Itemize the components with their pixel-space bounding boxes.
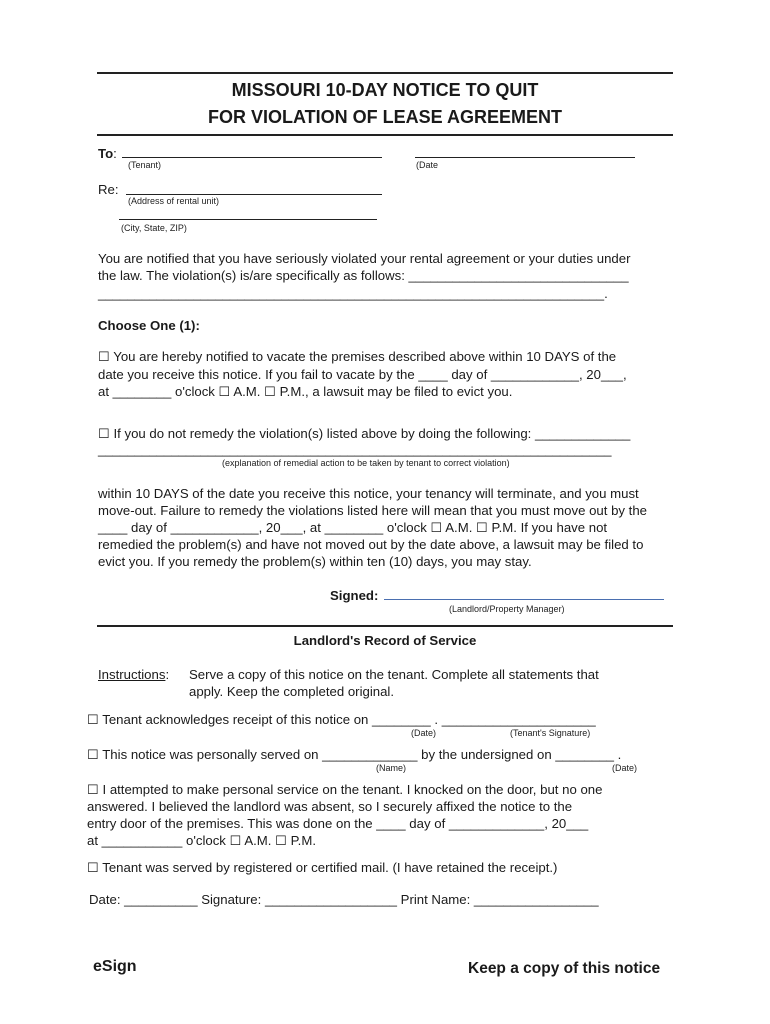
service-heading: Landlord's Record of Service <box>293 633 477 648</box>
option2-para-1: within 10 DAYS of the date you receive this notice, your tenancy will terminate, and you must <box>98 486 639 501</box>
personal-service-line[interactable]: ☐ This notice was personally served on _____________ by the undersigned on ________ . <box>87 747 622 762</box>
ack-line[interactable]: ☐ Tenant acknowledges receipt of this notice on ________ . _____________________ <box>87 712 596 727</box>
tenant-caption: (Tenant) <box>128 160 162 170</box>
to-label: To: <box>98 146 117 161</box>
title-line-1: MISSOURI 10-DAY NOTICE TO QUIT <box>231 80 539 100</box>
choose-one-heading: Choose One (1): <box>98 318 200 333</box>
personal-name-caption: (Name) <box>376 763 407 773</box>
instructions-label: Instructions: <box>98 667 170 682</box>
ack-signature-caption: (Tenant's Signature) <box>510 728 591 738</box>
attempt-line-2: answered. I believed the landlord was absent, so I securely affixed the notice to the <box>87 799 573 814</box>
personal-date-caption: (Date) <box>612 763 638 773</box>
attempt-line-1[interactable]: ☐ I attempted to make personal service on the tenant. I knocked on the door, but no one <box>87 782 603 797</box>
notice-line-2[interactable]: the law. The violation(s) is/are specifically as follows: ______________________________ <box>98 268 629 283</box>
signed-caption: (Landlord/Property Manager) <box>449 604 565 614</box>
option2-para-3[interactable]: ____ day of ____________, 20___, at ________ o'clock ☐ A.M. ☐ P.M. If you have not <box>98 520 608 535</box>
tenant-field[interactable] <box>122 157 382 158</box>
notice-line-3[interactable]: _____________________________________________________________________. <box>98 286 608 301</box>
title-line-2: FOR VIOLATION OF LEASE AGREEMENT <box>207 107 562 127</box>
notice-line-1: You are notified that you have seriously violated your rental agreement or your duties under <box>98 251 631 266</box>
option2-line-2[interactable]: ______________________________________________________________________ <box>98 442 612 457</box>
title-bottom-rule <box>97 134 673 136</box>
re-label: Re: <box>98 182 119 197</box>
option1-line-3[interactable]: at ________ o'clock ☐ A.M. ☐ P.M., a lawsuit may be filed to evict you. <box>98 384 513 399</box>
instructions-line-1: Serve a copy of this notice on the tenant. Complete all statements that <box>189 667 599 682</box>
signature-field[interactable] <box>384 599 664 600</box>
option1-line-2[interactable]: date you receive this notice. If you fail to vacate by the ____ day of ____________, 20___, <box>98 367 627 382</box>
remedy-caption: (explanation of remedial action to be taken by tenant to correct violation) <box>222 458 510 468</box>
esign-logo: eSign <box>93 958 137 975</box>
option2-line-1[interactable]: ☐ If you do not remedy the violation(s) listed above by doing the following: _____________ <box>98 426 631 441</box>
option1-line-1[interactable]: ☐ You are hereby notified to vacate the premises described above within 10 DAYS of the <box>98 349 617 364</box>
signed-label: Signed: <box>330 588 379 603</box>
instructions-line-2: apply. Keep the completed original. <box>189 684 395 699</box>
mail-line[interactable]: ☐ Tenant was served by registered or certified mail. (I have retained the receipt.) <box>87 860 558 875</box>
date-field[interactable] <box>415 157 635 158</box>
date-caption: (Date <box>416 160 439 170</box>
top-rule <box>97 72 673 74</box>
option2-para-5: evict you. If you remedy the problem(s) within ten (10) days, you may stay. <box>98 554 532 569</box>
address-field[interactable] <box>126 194 382 195</box>
ack-date-caption: (Date) <box>411 728 437 738</box>
keep-copy-note: Keep a copy of this notice <box>468 960 661 977</box>
option2-para-4: remedied the problem(s) and have not moved out by the date above, a lawsuit may be filed to <box>98 537 644 552</box>
address-caption: (Address of rental unit) <box>128 196 220 206</box>
city-field[interactable] <box>119 219 377 220</box>
attempt-line-4[interactable]: at ___________ o'clock ☐ A.M. ☐ P.M. <box>87 833 316 848</box>
signature-row[interactable]: Date: __________ Signature: __________________ Print Name: _________________ <box>89 892 599 907</box>
city-caption: (City, State, ZIP) <box>121 223 187 233</box>
option2-para-2: move-out. Failure to remedy the violations listed here will mean that you must move out by the <box>98 503 648 518</box>
attempt-line-3[interactable]: entry door of the premises. This was done on the ____ day of _____________, 20___ <box>87 816 589 831</box>
service-rule <box>97 625 673 627</box>
